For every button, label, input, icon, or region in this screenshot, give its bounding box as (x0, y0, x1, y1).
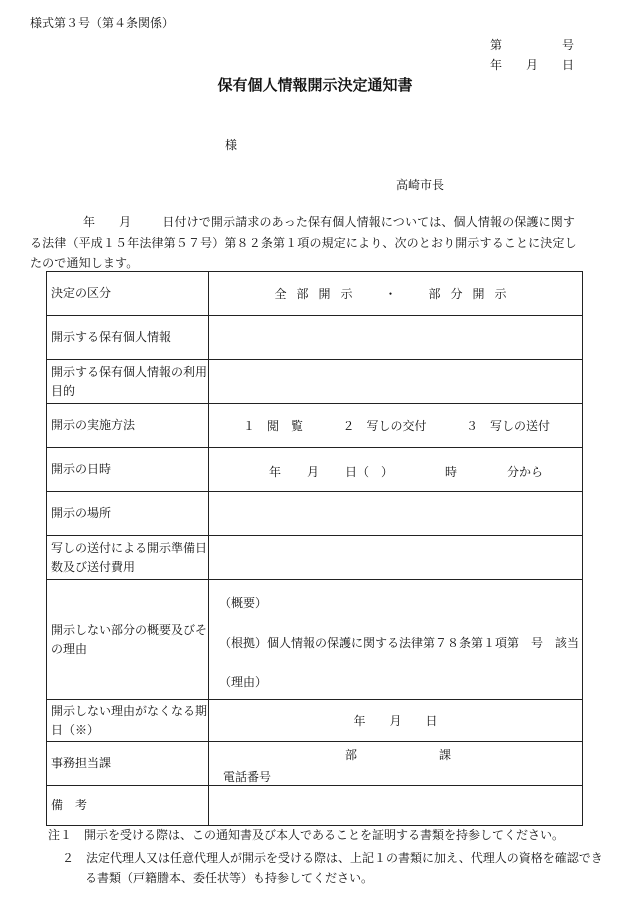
purpose-label: 開示する保有個人情報の利用目的 (47, 360, 209, 404)
body-month: 月 (119, 215, 132, 229)
dt-day: 日（ ） (345, 464, 394, 479)
contact-value (209, 742, 583, 786)
body-sentence: 日付けで開示請求のあった保有個人情報については、個人情報の保護に関する法律（平成１５年法律第５７号）第８２条第１項の規定により、次のとおり開示することに決定したので通知します。 (30, 215, 577, 270)
table-row (47, 316, 583, 360)
nd-basis: （根拠）個人情報の保護に関する法律第７８条第１項第 号 該当 (219, 636, 580, 650)
note-1: 注１ 開示を受ける際は、この通知書及び本人であることを証明する書類を持参してください。 (48, 828, 565, 842)
place-label: 開示の場所 (47, 492, 209, 536)
sender: 高崎市長 (396, 178, 445, 192)
table-row (47, 786, 583, 826)
method-value (209, 404, 583, 448)
contact-label: 事務担当課 (47, 742, 209, 786)
copy-label: 写しの送付による開示準備日数及び送付費用 (47, 536, 209, 580)
disclosure-form-table (46, 271, 583, 826)
decision-value-text: 全部開示 ・ 部分開示 (274, 287, 517, 301)
dt-minute: 分から (507, 464, 544, 479)
table-row (47, 360, 583, 404)
method-option-copy-delivery: ２ 写しの交付 (342, 419, 427, 433)
method-option-view: １ 閲 覧 (243, 419, 304, 433)
purpose-value (209, 360, 583, 404)
dt-year: 年 (269, 464, 282, 479)
doc-no-prefix: 第 (490, 38, 503, 52)
doc-date-day: 日 (562, 58, 575, 72)
form-number: 様式第３号（第４条関係） (30, 16, 175, 30)
contact-phone: 電話番号 (223, 770, 272, 784)
table-row (47, 742, 583, 786)
page-title: 保有個人情報開示決定通知書 (217, 76, 413, 94)
info-value (209, 316, 583, 360)
table-row (47, 580, 583, 700)
nd-outline: （概要） (219, 596, 268, 610)
decision-label: 決定の区分 (47, 272, 209, 316)
dt-month: 月 (307, 464, 320, 479)
copy-value (209, 536, 583, 580)
table-row (47, 448, 583, 492)
table-row (47, 272, 583, 316)
doc-date-year: 年 (490, 58, 503, 72)
contact-section: 課 (439, 748, 452, 762)
contact-dept: 部 (345, 748, 358, 762)
doc-no-suffix: 号 (562, 38, 575, 52)
body-year: 年 (83, 215, 96, 229)
place-value (209, 492, 583, 536)
datetime-value (209, 448, 583, 492)
addressee: 様 (225, 138, 238, 152)
nd-reason: （理由） (219, 675, 268, 689)
decision-value (209, 272, 583, 316)
table-row (47, 492, 583, 536)
dt-hour: 時 (445, 464, 458, 479)
doc-date-month: 月 (526, 58, 539, 72)
remarks-value (209, 786, 583, 826)
body-paragraph (30, 212, 586, 274)
nondisclosed-value (209, 580, 583, 700)
method-option-copy-mail: ３ 写しの送付 (465, 419, 550, 433)
note-2: ２ 法定代理人又は任意代理人が開示を受ける際は、上記１の書類に加え、代理人の資格を確認でき (62, 851, 603, 865)
method-label: 開示の実施方法 (47, 404, 209, 448)
table-row (47, 404, 583, 448)
datetime-label: 開示の日時 (47, 448, 209, 492)
nondisclosed-label: 開示しない部分の概要及びその理由 (47, 580, 209, 700)
table-row (47, 700, 583, 742)
table-row (47, 536, 583, 580)
note-2-continued: る書類（戸籍謄本、委任状等）も持参してください。 (85, 871, 374, 885)
expiry-label: 開示しない理由がなくなる期日（※） (47, 700, 209, 742)
expiry-value: 年 月 日 (209, 700, 583, 742)
info-label: 開示する保有個人情報 (47, 316, 209, 360)
remarks-label: 備 考 (47, 786, 209, 826)
